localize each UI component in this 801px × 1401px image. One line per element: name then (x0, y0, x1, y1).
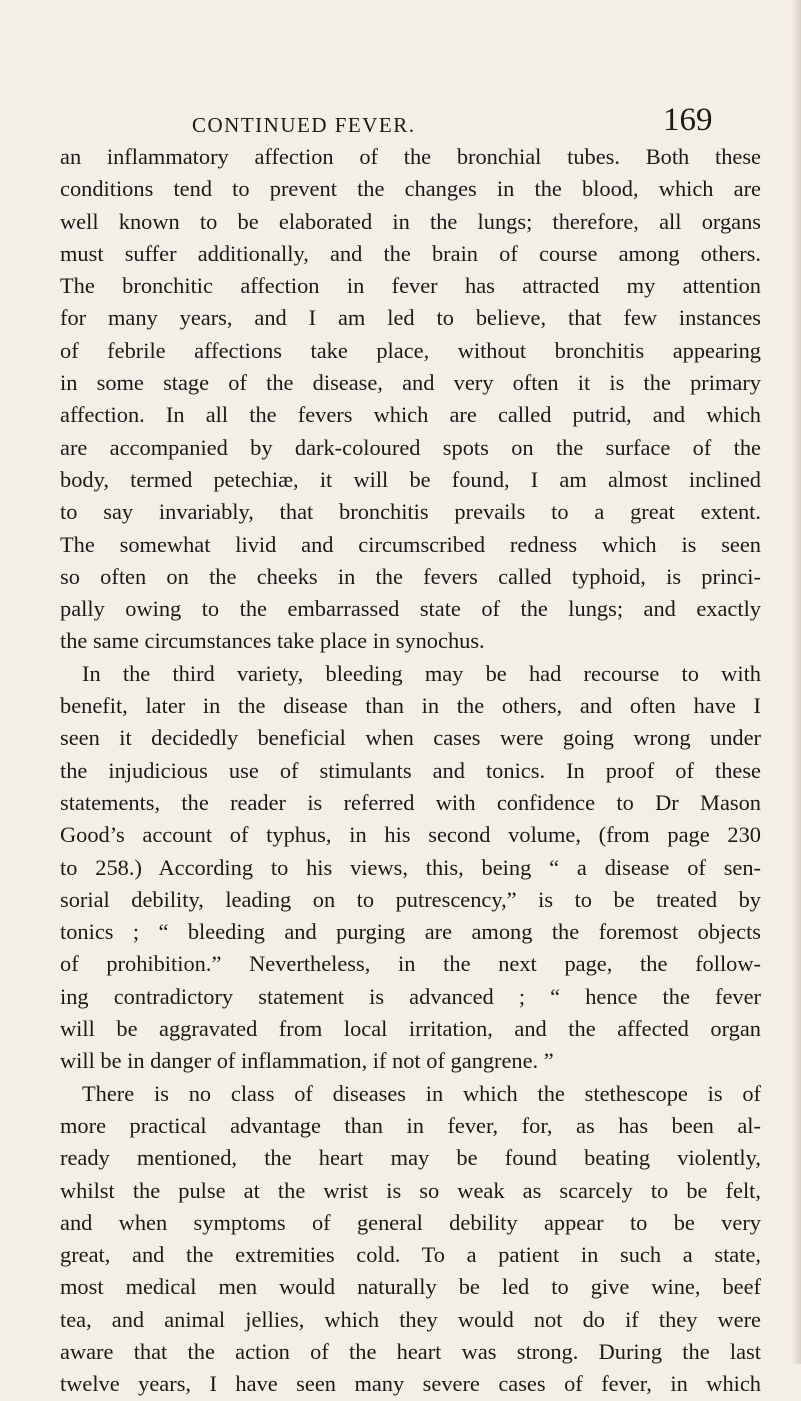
text-line: will be aggravated from local irritation, and the affected organ (60, 1016, 761, 1042)
text-line: The bronchitic affection in fever has attracted my attention (60, 273, 761, 299)
text-line: more practical advantage than in fever, for, as has been al- (60, 1112, 761, 1138)
text-line: conditions tend to prevent the changes in the blood, which are (60, 176, 761, 202)
text-line: an inflammatory affection of the bronchial tubes. Both these (60, 144, 761, 169)
text-line: There is no class of diseases in which the stethescope is of (82, 1080, 761, 1106)
page-edge-shadow (791, 0, 801, 1364)
text-line: so often on the cheeks in the fevers called typhoid, is princi- (60, 563, 761, 589)
text-line: aware that the action of the heart was strong. During the last (60, 1338, 761, 1364)
text-line: the same circumstances take place in synochus. (60, 628, 485, 654)
text-line: benefit, later in the disease than in the others, and often have I (60, 693, 761, 719)
text-line: in some stage of the disease, and very often it is the primary (60, 370, 761, 396)
text-line: whilst the pulse at the wrist is so weak as scarcely to be felt, (60, 1177, 761, 1203)
text-line: great, and the extremities cold. To a patient in such a state, (60, 1242, 761, 1268)
text-line: tonics ; “ bleeding and purging are among the foremost objects (60, 919, 761, 945)
page-number: 169 (663, 102, 713, 138)
text-line: sorial debility, leading on to putrescency,” is to be treated by (60, 886, 761, 912)
text-line: to 258.) According to his views, this, being “ a disease of sen- (60, 854, 761, 880)
text-line: will be in danger of inflammation, if not of gangrene. ” (60, 1048, 554, 1074)
text-line: most medical men would naturally be led to give wine, beef (60, 1274, 761, 1300)
text-line: of febrile affections take place, without bronchitis appearing (60, 337, 761, 363)
text-line: of prohibition.” Nevertheless, in the next page, the follow- (60, 951, 761, 977)
text-line: to say invariably, that bronchitis prevails to a great extent. (60, 499, 761, 525)
text-line: seen it decidedly beneficial when cases were going wrong under (60, 725, 761, 751)
text-line: ing contradictory statement is advanced ; “ hence the fever (60, 983, 761, 1009)
text-line: for many years, and I am led to believe, that few instances (60, 305, 761, 331)
text-line: must suffer additionally, and the brain of course among others. (60, 240, 761, 266)
text-line: The somewhat livid and circumscribed redness which is seen (60, 531, 761, 557)
text-line: the injudicious use of stimulants and tonics. In proof of these (60, 757, 761, 783)
text-line: tea, and animal jellies, which they would not do if they were (60, 1306, 761, 1332)
text-line: well known to be elaborated in the lungs; therefore, all organs (60, 208, 761, 234)
text-line: twelve years, I have seen many severe cases of fever, in which (60, 1371, 761, 1397)
text-line: pally owing to the embarrassed state of the lungs; and exactly (60, 596, 761, 622)
body-text (60, 141, 761, 1401)
text-line: statements, the reader is referred with confidence to Dr Mason (60, 789, 761, 815)
text-line: Good’s account of typhus, in his second volume, (from page 230 (60, 822, 761, 848)
running-head: CONTINUED FEVER. (192, 113, 416, 137)
text-line: In the third variety, bleeding may be had recourse to with (82, 660, 761, 686)
text-line: body, termed petechiæ, it will be found, I am almost inclined (60, 466, 761, 492)
text-line: ready mentioned, the heart may be found beating violently, (60, 1145, 761, 1171)
text-line: affection. In all the fevers which are called putrid, and which (60, 402, 761, 428)
text-line: are accompanied by dark-coloured spots on the surface of the (60, 434, 761, 460)
text-line: and when symptoms of general debility appear to be very (60, 1209, 761, 1235)
